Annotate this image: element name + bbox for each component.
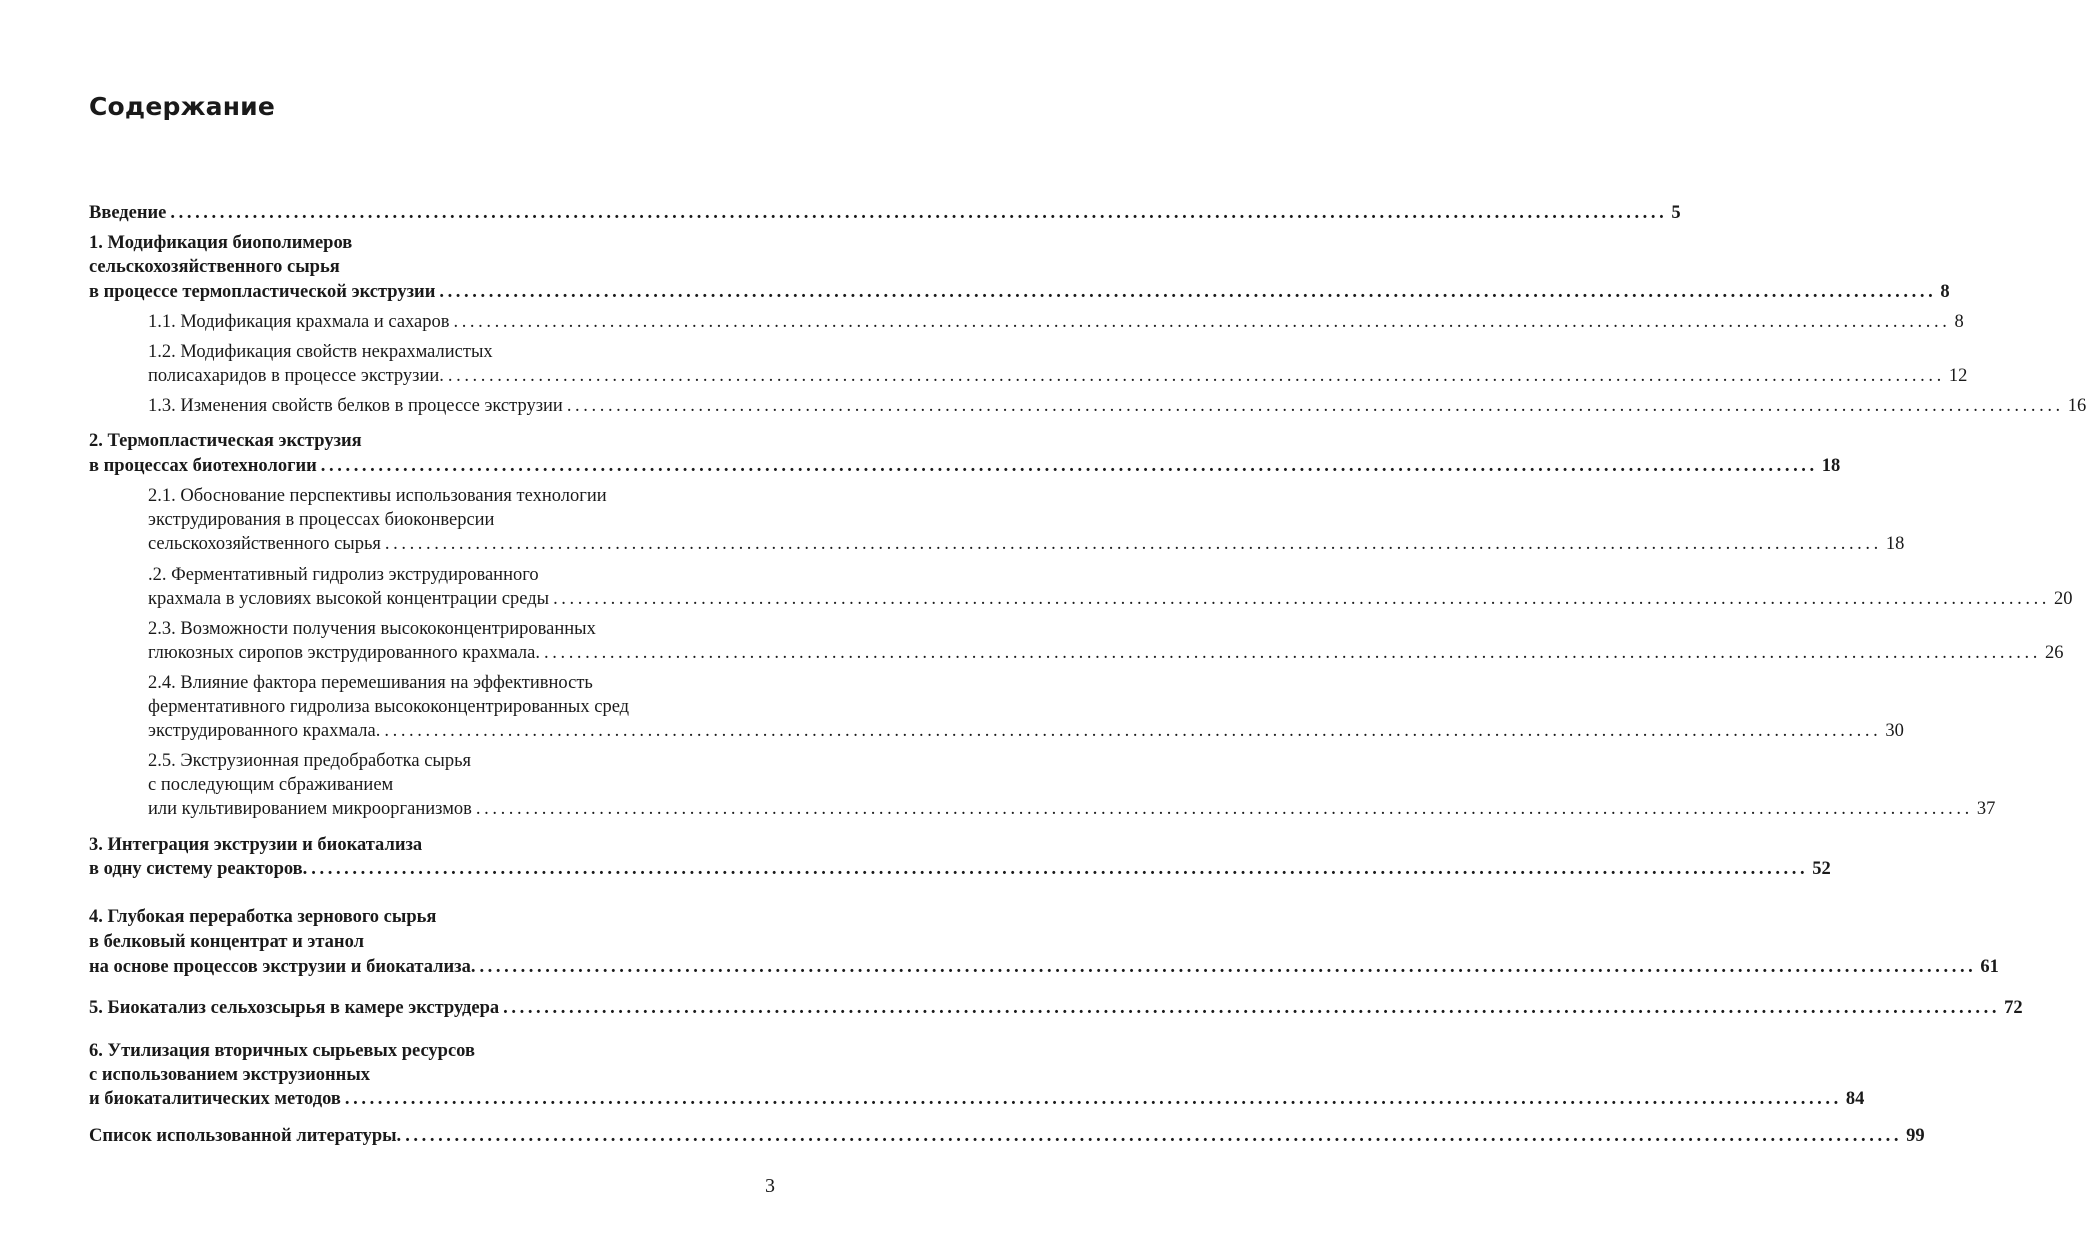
- toc-entry-s2-3-line1[interactable]: [148, 617, 596, 641]
- toc-entry-ch1[interactable]: [89, 280, 1950, 304]
- dot-leader: ......................................................................................................................................................................................: [439, 282, 1937, 302]
- toc-page-number: 18: [1885, 534, 1905, 554]
- toc-entry-title: или культивированием микроорганизмов: [148, 799, 472, 819]
- toc-entry-s2-4-line1[interactable]: [148, 671, 593, 695]
- toc-entry-title: Введение: [89, 203, 167, 223]
- toc-entry-title: на основе процессов экструзии и биокатализа.: [89, 957, 476, 977]
- dot-leader: ......................................................................................................................................................................................: [405, 1126, 1903, 1146]
- toc-entry-ch4-line1[interactable]: [89, 905, 436, 929]
- toc-entry-s2-4[interactable]: [148, 719, 1904, 743]
- toc-entry-ch4-line2[interactable]: [89, 930, 364, 954]
- dot-leader: ......................................................................................................................................................................................: [479, 957, 1977, 977]
- toc-entry-s2-1[interactable]: [148, 532, 1905, 556]
- dot-leader: ......................................................................................................................................................................................: [320, 456, 1818, 476]
- dot-leader: ......................................................................................................................................................................................: [311, 859, 1809, 879]
- toc-entry-s2-2-line1[interactable]: [148, 563, 539, 587]
- toc-entry-title: экструдирования в процессах биоконверсии: [148, 510, 495, 530]
- toc-page-number: 18: [1821, 456, 1841, 476]
- toc-entry-title: 4. Глубокая переработка зернового сырья: [89, 907, 437, 927]
- toc-entry-title: 1. Модификация биополимеров: [89, 233, 353, 253]
- toc-entry-ch1-line2[interactable]: [89, 255, 340, 279]
- toc-entry-s1-1[interactable]: [148, 310, 1964, 334]
- toc-entry-ch6[interactable]: [89, 1087, 1865, 1111]
- toc-entry-title: и биокаталитических методов: [89, 1089, 341, 1109]
- toc-entry-title: с последующим сбраживанием: [148, 775, 394, 795]
- toc-entry-title: в белковый концентрат и этанол: [89, 932, 364, 952]
- toc-page-number: 61: [1980, 957, 1999, 977]
- toc-page-number: 52: [1812, 859, 1831, 879]
- dot-leader: ......................................................................................................................................................................................: [447, 366, 1945, 386]
- toc-entry-title: 2. Термопластическая экструзия: [89, 431, 362, 451]
- dot-leader: ......................................................................................................................................................................................: [170, 203, 1668, 223]
- dot-leader: ......................................................................................................................................................................................: [553, 589, 2051, 609]
- toc-entry-title: глюкозных сиропов экструдированного крахмала.: [148, 643, 541, 663]
- toc-entry-s2-3[interactable]: [148, 641, 2064, 665]
- toc-entry-ch2-line1[interactable]: [89, 429, 362, 453]
- toc-entry-s1-2[interactable]: [148, 364, 1968, 388]
- toc-entry-ch4[interactable]: [89, 955, 1999, 979]
- toc-page-number: 84: [1845, 1089, 1865, 1109]
- dot-leader: ......................................................................................................................................................................................: [566, 396, 2064, 416]
- toc-entry-s1-2-line1[interactable]: [148, 340, 493, 364]
- toc-entry-s2-1-line2[interactable]: [148, 508, 494, 532]
- dot-leader: ......................................................................................................................................................................................: [544, 643, 2041, 663]
- toc-entry-title: 5. Биокатализ сельхозсырья в камере экструдера: [89, 998, 500, 1018]
- dot-leader: ......................................................................................................................................................................................: [475, 799, 1973, 819]
- toc-page-number: 20: [2054, 589, 2073, 609]
- toc-entry-ch5[interactable]: [89, 996, 2023, 1020]
- toc-page-number: 8: [1940, 282, 1950, 302]
- toc-page-number: 99: [1906, 1126, 1925, 1146]
- toc-entry-title: в процессе термопластической экструзии: [89, 282, 436, 302]
- toc-entry-title: Список использованной литературы.: [89, 1126, 402, 1146]
- toc-entry-intro[interactable]: [89, 201, 1681, 225]
- dot-leader: ......................................................................................................................................................................................: [384, 721, 1882, 741]
- toc-entry-title: .2. Ферментативный гидролиз экструдированного: [148, 565, 539, 585]
- dot-leader: ......................................................................................................................................................................................: [384, 534, 1882, 554]
- toc-entry-s2-4-line2[interactable]: [148, 695, 629, 719]
- toc-entry-ch3[interactable]: [89, 857, 1831, 881]
- toc-page-number: 5: [1671, 203, 1681, 223]
- toc-entry-title: 1.2. Модификация свойств некрахмалистых: [148, 342, 493, 362]
- toc-entry-s1-3[interactable]: [148, 394, 2086, 418]
- toc-entry-title: 2.3. Возможности получения высококонцентрированных: [148, 619, 596, 639]
- toc-entry-s2-1-line1[interactable]: [148, 484, 607, 508]
- toc-page-number: 37: [1976, 799, 1996, 819]
- toc-entry-ch3-line1[interactable]: [89, 833, 422, 857]
- toc-entry-title: сельскохозяйственного сырья: [148, 534, 381, 554]
- toc-entry-ch6-line2[interactable]: [89, 1063, 370, 1087]
- toc-entry-s2-5-line1[interactable]: [148, 749, 471, 773]
- toc-entry-title: с использованием экструзионных: [89, 1065, 371, 1085]
- dot-leader: ......................................................................................................................................................................................: [344, 1089, 1842, 1109]
- toc-entry-title: 6. Утилизация вторичных сырьевых ресурсов: [89, 1041, 475, 1061]
- toc-entry-title: крахмала в условиях высокой концентрации среды: [148, 589, 550, 609]
- toc-entry-title: в одну систему реакторов.: [89, 859, 308, 879]
- page-title: Содержание: [89, 92, 276, 121]
- dot-leader: ......................................................................................................................................................................................: [453, 312, 1951, 332]
- toc-entry-title: сельскохозяйственного сырья: [89, 257, 340, 277]
- toc-entry-title: 2.1. Обоснование перспективы использования технологии: [148, 486, 607, 506]
- toc-entry-references[interactable]: [89, 1124, 1925, 1148]
- dot-leader: ......................................................................................................................................................................................: [503, 998, 2001, 1018]
- toc-entry-title: 2.4. Влияние фактора перемешивания на эффективность: [148, 673, 593, 693]
- toc-entry-s2-5[interactable]: [148, 797, 1996, 821]
- toc-entry-s2-2[interactable]: [148, 587, 2073, 611]
- toc-entry-title: 2.5. Экструзионная предобработка сырья: [148, 751, 472, 771]
- toc-page-number: 8: [1954, 312, 1964, 332]
- toc-page-number: 16: [2067, 396, 2086, 416]
- page-number: 3: [765, 1175, 775, 1197]
- toc-entry-s2-5-line2[interactable]: [148, 773, 393, 797]
- toc-page-number: 30: [1885, 721, 1904, 741]
- toc-entry-ch6-line1[interactable]: [89, 1039, 475, 1063]
- toc-entry-ch1-line1[interactable]: [89, 231, 352, 255]
- toc-entry-title: 3. Интеграция экструзии и биокатализа: [89, 835, 423, 855]
- toc-entry-ch2[interactable]: [89, 454, 1841, 478]
- toc-page-number: 26: [2044, 643, 2064, 663]
- toc-page-number: 72: [2004, 998, 2023, 1018]
- toc-entry-title: 1.1. Модификация крахмала и сахаров: [148, 312, 450, 332]
- toc-entry-title: полисахаридов в процессе экструзии.: [148, 366, 444, 386]
- toc-page-number: 12: [1948, 366, 1968, 386]
- toc-entry-title: ферментативного гидролиза высококонцентрированных сред: [148, 697, 630, 717]
- toc-entry-title: 1.3. Изменения свойств белков в процессе экструзии: [148, 396, 563, 416]
- toc-entry-title: экструдированного крахмала.: [148, 721, 381, 741]
- toc-entry-title: в процессах биотехнологии: [89, 456, 317, 476]
